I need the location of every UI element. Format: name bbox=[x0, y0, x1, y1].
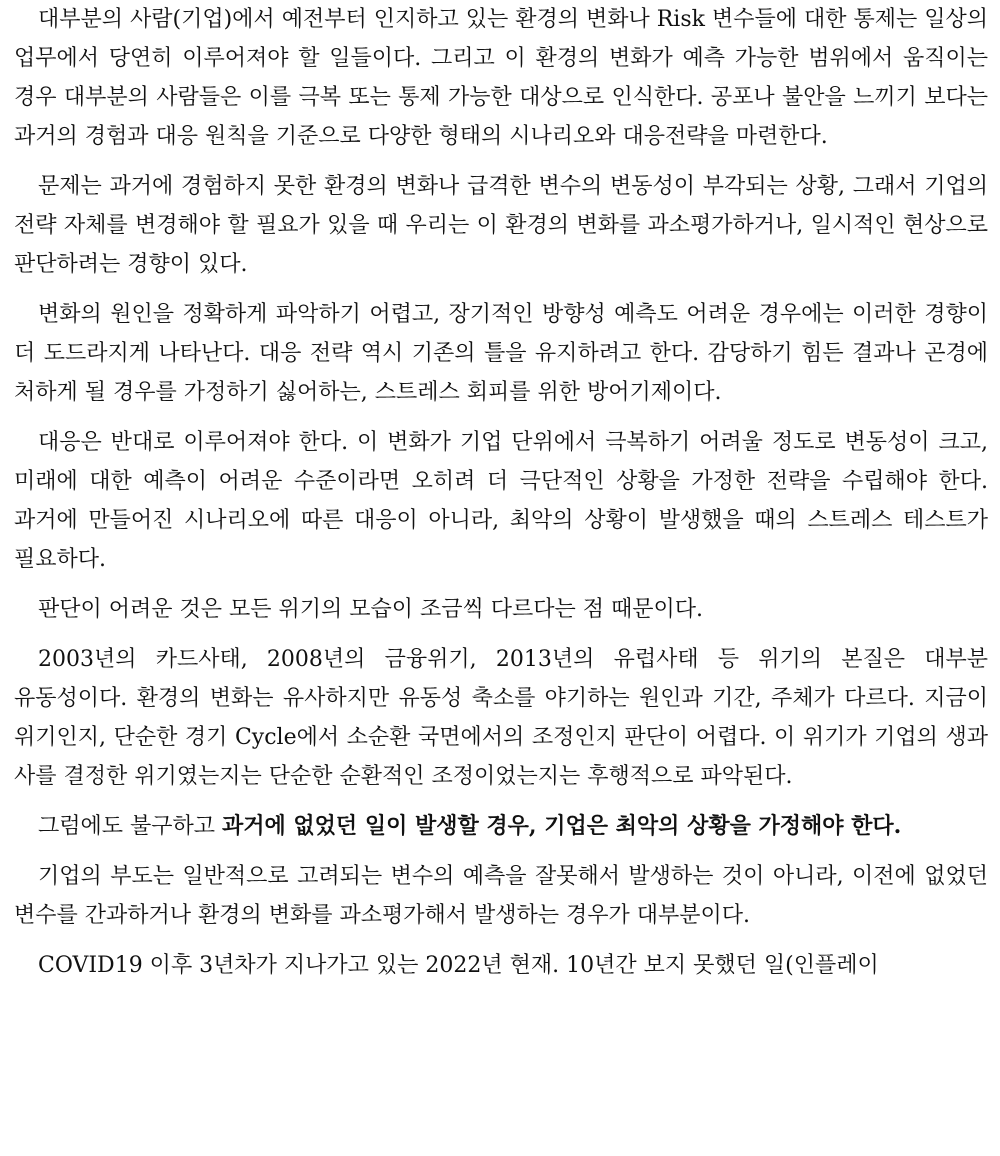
paragraph-9: COVID19 이후 3년차가 지나가고 있는 2022년 현재. 10년간 보지 못했던 일(인플레이 bbox=[38, 953, 879, 978]
paragraph-6: 2003년의 카드사태, 2008년의 금융위기, 2013년의 유럽사태 등 위기의 본질은 대부분 유동성이다. 환경의 변화는 유사하지만 유동성 축소를 야기하는 원인과 기간, 주체가 다르다. 지금이 위기인지, 단순한 경기 Cycle에서 소순환 국면에서의 조정인지 판단이 어렵다. 이 위기가 기업의 생과 사를 결정한 위기였는지는 단순한 순환적인 조정이었는지는 후행적으로 파악된다. bbox=[14, 647, 988, 789]
paragraph-3: 변화의 원인을 정확하게 파악하기 어렵고, 장기적인 방향성 예측도 어려운 경우에는 이러한 경향이 더 도드라지게 나타난다. 대응 전략 역시 기존의 틀을 유지하려고 한다. 감당하기 힘든 결과나 곤경에 처하게 될 경우를 가정하기 싫어하는, 스트레스 회피를 위한 방어기제이다. bbox=[14, 302, 988, 405]
paragraph-2: 문제는 과거에 경험하지 못한 환경의 변화나 급격한 변수의 변동성이 부각되는 상황, 그래서 기업의 전략 자체를 변경해야 할 필요가 있을 때 우리는 이 환경의 변화를 과소평가하거나, 일시적인 현상으로 판단하려는 경향이 있다. bbox=[14, 174, 988, 277]
document-body bbox=[14, 0, 988, 996]
paragraph-7 bbox=[14, 807, 988, 846]
paragraph-4: 대응은 반대로 이루어져야 한다. 이 변화가 기업 단위에서 극복하기 어려울 정도로 변동성이 크고, 미래에 대한 예측이 어려운 수준이라면 오히려 더 극단적인 상황을 가정한 전략을 수립해야 한다. 과거에 만들어진 시나리오에 따른 대응이 아니라, 최악의 상황이 발생했을 때의 스트레스 테스트가 필요하다. bbox=[14, 430, 988, 572]
paragraph-7-lead: 그럼에도 불구하고 bbox=[38, 814, 223, 839]
paragraph-8: 기업의 부도는 일반적으로 고려되는 변수의 예측을 잘못해서 발생하는 것이 아니라, 이전에 없었던 변수를 간과하거나 환경의 변화를 과소평가해서 발생하는 경우가 대부분이다. bbox=[14, 864, 988, 928]
paragraph-1: 대부분의 사람(기업)에서 예전부터 인지하고 있는 환경의 변화나 Risk 변수들에 대한 통제는 일상의 업무에서 당연히 이루어져야 할 일들이다. 그리고 이 환경의 변화가 예측 가능한 범위에서 움직이는 경우 대부분의 사람들은 이를 극복 또는 통제 가능한 대상으로 인식한다. 공포나 불안을 느끼기 보다는 과거의 경험과 대응 원칙을 기준으로 다양한 형태의 시나리오와 대응전략을 마련한다. bbox=[14, 7, 988, 149]
paragraph-7-emphasis: 과거에 없었던 일이 발생할 경우, 기업은 최악의 상황을 가정해야 한다. bbox=[222, 813, 902, 839]
paragraph-5: 판단이 어려운 것은 모든 위기의 모습이 조금씩 다르다는 점 때문이다. bbox=[38, 597, 703, 622]
